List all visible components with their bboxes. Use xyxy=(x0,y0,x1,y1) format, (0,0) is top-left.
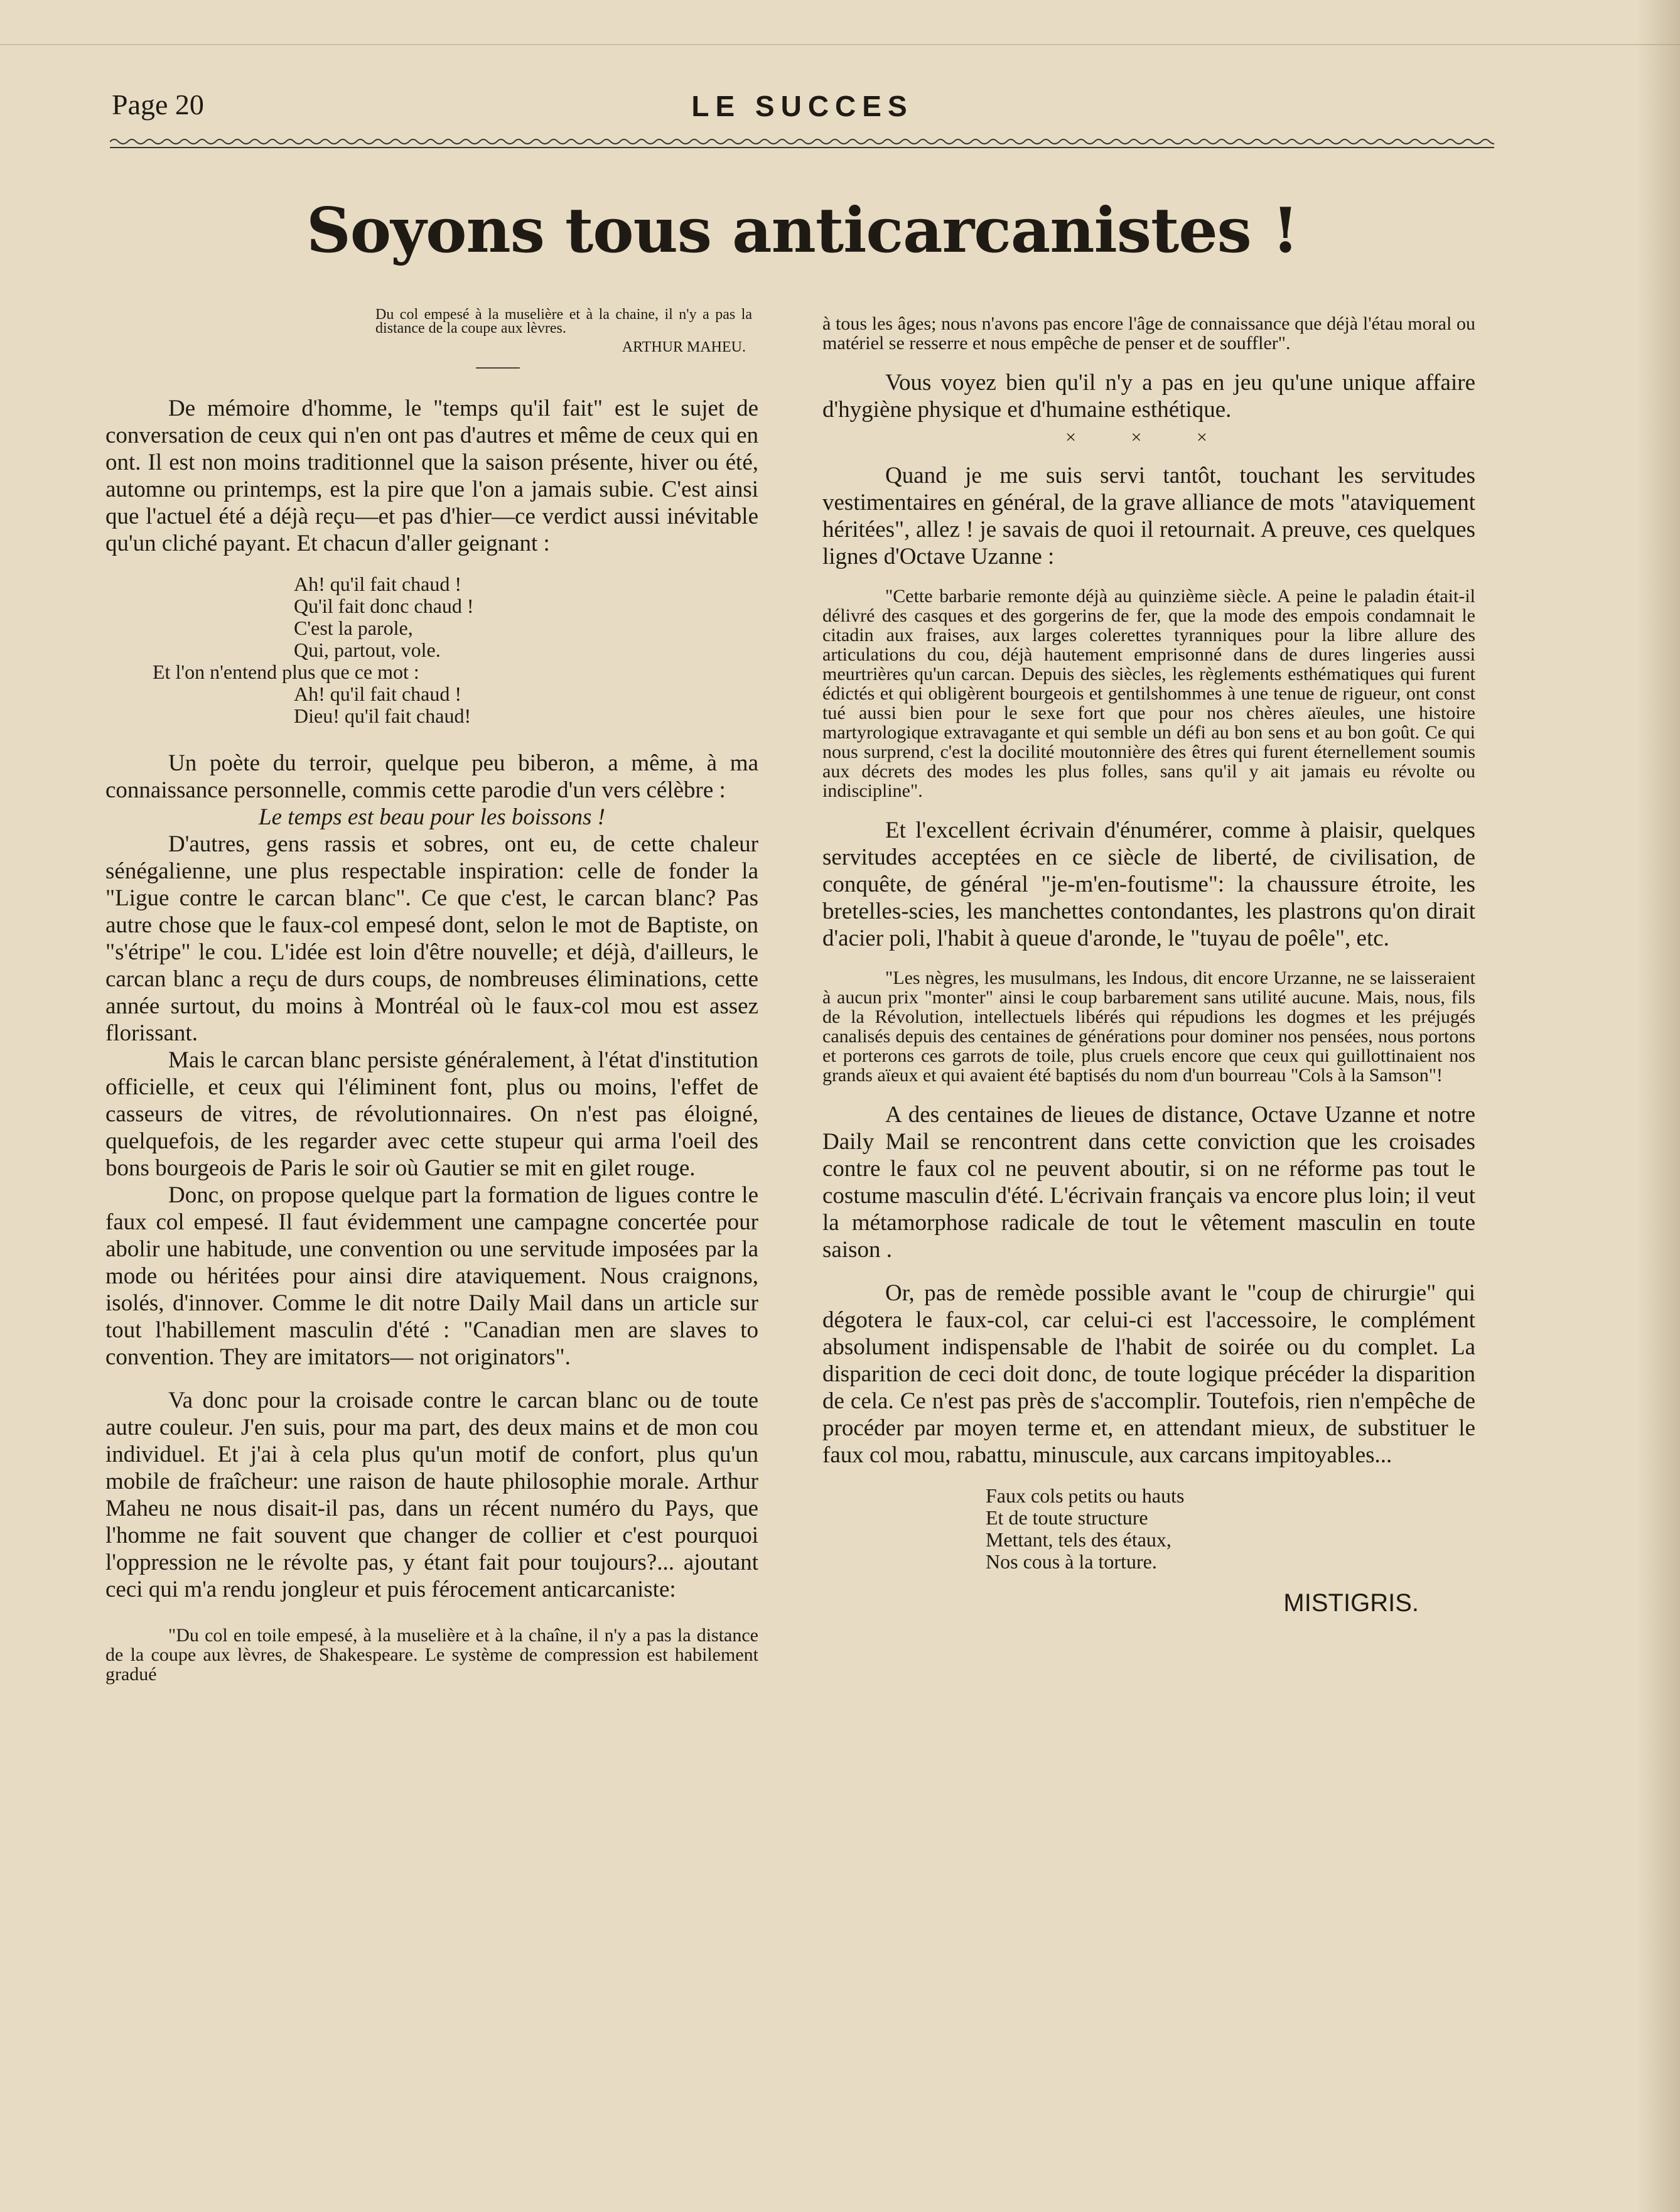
verse-line: Ah! qu'il fait chaud ! xyxy=(294,573,462,595)
verse-line: Dieu! qu'il fait chaud! xyxy=(294,704,471,727)
paragraph: Un poète du terroir, quelque peu biberon, a même, à ma connaissance personnelle, commis cette parodie d'un vers célèbre : xyxy=(105,750,758,803)
page-number: Page 20 xyxy=(112,89,204,121)
section-separator: × × × xyxy=(1065,427,1232,448)
epigraph-text: Du col empesé à la muselière et à la chaine, il n'y a pas la distance de la coupe aux lèvres. xyxy=(375,306,752,337)
paragraph: D'autres, gens rassis et sobres, ont eu, de cette chaleur sénégalienne, une plus respectable inspiration: celle de fonder la "Ligue contre le carcan blanc". Ce que c'est, le carcan blanc? Pas autre chose que le faux-col empesé dont, selon le mot de Baptiste, on "s'étripe" le cou. L'idée est loin d'être nouvelle; et déjà, d'ailleurs, le carcan blanc a reçu de durs coups, de nombreuses éliminations, cette année surtout, du moins à Montréal où le faux-col mou est assez florissant. xyxy=(105,831,758,1046)
paragraph: Vous voyez bien qu'il n'y a pas en jeu qu'une unique affaire d'hygiène physique et d'humaine esthétique. xyxy=(822,370,1475,423)
left-column xyxy=(105,308,758,1684)
epigraph-author: ARTHUR MAHEU. xyxy=(622,339,746,355)
verse-line: Faux cols petits ou hauts xyxy=(986,1484,1185,1507)
quotation: "Cette barbarie remonte déjà au quinzième siècle. A peine le paladin était-il délivré des casques et des gorgerins de fer, que la mode des empois condamnait le citadin aux fraises, aux larges colerettes tyranniques pour la libre allure des articulations du cou, déjà hautement emprisonné dans de dures lingeries aussi meurtrières qu'un carcan. Depuis des siècles, les règlements esthématiques qui furent édictés et qui obligèrent bourgeois et gentilshommes à une tenue de rigueur, ont const tué aussi bien pour le sexe fort que pour nos chères aïeules, une histoire martyrologique extravagante et qui semble un défi au bon sens et au bon goût. Ce qui nous surprend, c'est la docilité moutonnière des êtres qui furent éternellement soumis aux décrets des modes les plus folles, sans qu'il y ait jamais eu révolte ou indiscipline". xyxy=(822,586,1475,801)
publication-name: LE SUCCES xyxy=(691,90,913,122)
verse-line: Qui, partout, vole. xyxy=(294,639,441,661)
paragraph: Quand je me suis servi tantôt, touchant les servitudes vestimentaires en général, de la grave alliance de mots "ataviquement héritées", allez ! je savais de quoi il retournait. A preuve, ces quelques lignes d'Octave Uzanne : xyxy=(822,463,1475,569)
paragraph: Et l'excellent écrivain d'énumérer, comme à plaisir, quelques servitudes acceptées en ce siècle de liberté, de civilisation, de conquête, de général "je-m'en-foutisme": la chaussure étroite, les bretelles-scies, les manchettes contondantes, les plastrons qu'on dirait d'acier poli, l'habit à queue d'aronde, le "tuyau de poêle", etc. xyxy=(822,817,1475,951)
verse-line: Ah! qu'il fait chaud ! xyxy=(294,682,462,705)
verse-line: Mettant, tels des étaux, xyxy=(986,1528,1171,1551)
paragraph: Or, pas de remède possible avant le "coup de chirurgie" qui dégotera le faux-col, car celui-ci est l'accessoire, le complément absolument indispensable de l'habit de soirée ou du complet. La disparition de ceci doit donc, de toute logique précéder la disparition de cela. Ce n'est pas près de s'accomplir. Toutefois, rien n'empêche de procéder par moyen terme et, en attendant mieux, de substituer le faux col mou, rabattu, minuscule, aux carcans impitoyables... xyxy=(822,1280,1475,1468)
italic-verse: Le temps est beau pour les boissons ! xyxy=(259,804,605,830)
scan-top-edge xyxy=(0,44,1680,45)
paragraph: De mémoire d'homme, le "temps qu'il fait" est le sujet de conversation de ceux qui n'en ont pas d'autres et même de ceux qui en ont. Il est non moins traditionnel que la saison présente, hiver ou été, automne ou printemps, est la pire que l'on a jamais subie. C'est ainsi que l'actuel été a déjà reçu—et pas d'hier—ce verdict aussi inévitable qu'un cliché payant. Et chacun d'aller geignant : xyxy=(105,396,758,556)
verse-line: Et l'on n'entend plus que ce mot : xyxy=(153,661,419,683)
quotation: "Du col en toile empesé, à la muselière et à la chaîne, il n'y a pas la distance de la coupe aux lèvres, de Shakespeare. Le système de compression est habilement gradué xyxy=(105,1625,758,1685)
paragraph: Donc, on propose quelque part la formation de ligues contre le faux col empesé. Il faut évidemment une campagne concertée pour abolir une habitude, une convention ou une servitude imposées par la mode ou héritées pour ainsi dire ataviquement. Nous craignons, isolés, d'innover. Comme le dit notre Daily Mail dans un article sur tout l'habillement masculin d'été : "Canadian men are slaves to convention. They are imitators— not originators". xyxy=(105,1182,758,1370)
paragraph: Va donc pour la croisade contre le carcan blanc ou de toute autre couleur. J'en suis, pour ma part, des deux mains et de mon cou individuel. Et j'ai à cela plus qu'un motif de confort, plus qu'un mobile de fraîcheur: une raison de haute philosophie morale. Arthur Maheu ne nous disait-il pas, dans un récent numéro du Pays, que l'homme ne fait souvent que changer de collier et c'est pourquoi l'oppression ne le révolte pas, y étant fait pour toujours?... ajoutant ceci qui m'a rendu jongleur et puis férocement anticarcaniste: xyxy=(105,1388,758,1602)
quotation-continued: à tous les âges; nous n'avons pas encore l'âge de connaissance que déjà l'étau moral ou matériel se resserre et nous empêche de penser et de souffler". xyxy=(822,313,1475,353)
paragraph: Mais le carcan blanc persiste généralement, à l'état d'institution officielle, et ceux qui l'éliminent font, plus ou moins, l'effet de casseurs de vitres, de révolutionnaires. On n'est pas éloigné, quelquefois, de les regarder avec cette stupeur qui arma l'oeil des bons bourgeois de Paris le soir où Gautier se mit en gilet rouge. xyxy=(105,1047,758,1181)
verse-line: Nos cous à la torture. xyxy=(986,1550,1157,1573)
right-column xyxy=(822,314,1475,1617)
verse-line: Qu'il fait donc chaud ! xyxy=(294,595,474,617)
page-edge-shadow xyxy=(1636,0,1680,2212)
closing-verse xyxy=(822,1485,1475,1573)
ornament-divider xyxy=(476,367,520,372)
page-header xyxy=(112,88,1493,132)
verse-line: Et de toute structure xyxy=(986,1506,1148,1529)
header-wavy-rule xyxy=(110,136,1494,149)
epigraph xyxy=(105,308,758,372)
verse-line: C'est la parole, xyxy=(294,617,413,639)
paragraph: A des centaines de lieues de distance, Octave Uzanne et notre Daily Mail se rencontrent dans cette conviction que les croisades contre le faux col ne peuvent aboutir, si on ne réforme pas tout le costume masculin d'été. L'écrivain français va encore plus loin; il veut la métamorphose radicale de tout le vêtement masculin en toute saison . xyxy=(822,1102,1475,1263)
author-signature: MISTIGRIS. xyxy=(1283,1589,1419,1617)
quotation: "Les nègres, les musulmans, les Indous, dit encore Urzanne, ne se laisseraient à aucun prix "monter" ainsi le coup barbarement sans utilité aucune. Mais, nous, fils de la Révolution, intellectuels libérés qui répudions les dogmes et les préjugés canalisés depuis des centaines de générations pour dominer nos pensées, nous portons et porterons ces garrots de toile, plus cruels encore que ceux qui guillottinaient nos grands aïeux et qui avaient été baptisés du nom d'un bourreau "Cols à la Samson"! xyxy=(822,968,1475,1086)
verse-block xyxy=(105,573,758,727)
article-title: Soyons tous anticarcanistes ! xyxy=(306,195,1298,267)
